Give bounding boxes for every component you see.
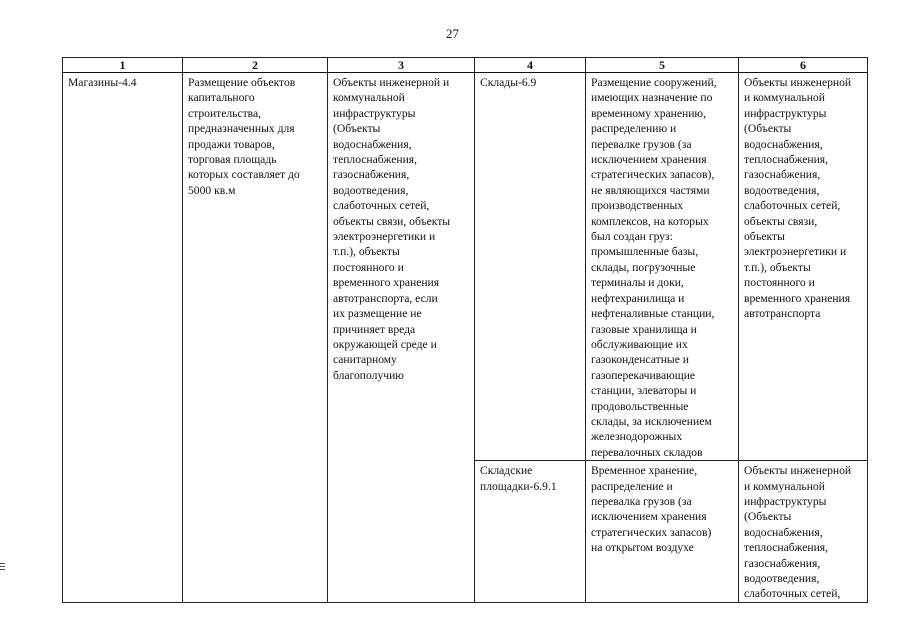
page-number: 27 [446,26,459,41]
table-row [63,73,868,461]
conditional-auxiliary-text: Объекты инженерной и коммунальной инфраструктуры (Объекты водоснабжения, теплоснабжения, газоснабжения, водоотведения, слаботочных сетей, [744,464,852,601]
zoning-table [62,57,868,603]
conditional-auxiliary-text: Объекты инженерной и коммунальной инфраструктуры (Объекты водоснабжения, теплоснабжения, газоснабжения, водоотведения, слаботочных сетей, объекты связи, объекты электроэнергетики и т.п.), объекты постоянного и временного хранения автотранспорта [744,76,852,321]
scan-margin-marks [0,563,6,572]
use-description-cell [183,73,328,603]
conditional-use-text: Склады-6.9 [480,76,537,89]
header-row [63,58,868,73]
scan-mark [0,569,5,570]
column-header-6: 6 [739,58,868,73]
conditional-auxiliary-cell [739,461,868,603]
column-header-2: 2 [183,58,328,73]
column-header-3: 3 [328,58,475,73]
column-header-4: 4 [475,58,586,73]
conditional-description-cell [586,73,739,461]
conditional-description-text: Временное хранение, распределение и перевалка грузов (за исключением хранения стратегических запасов) на открытом воздухе [591,464,712,555]
conditional-use-text: Складские площадки-6.9.1 [480,464,557,493]
auxiliary-use-text: Объекты инженерной и коммунальной инфраструктуры (Объекты водоснабжения, теплоснабжения, газоснабжения, водоотведения, слаботочных сетей, объекты связи, объекты электроэнергетики и т.п.), объекты постоянного и временного хранения автотранспорта, если их размещение не причиняет вреда окружающей среде и санитарному благополучию [333,76,451,382]
scan-mark [0,563,5,564]
use-description-text: Размещение объектов капитального строительства, предназначенных для продажи товаров, торговая площадь которых составляет до 5000 кв.м [188,76,300,197]
conditional-description-cell [586,461,739,603]
conditional-use-cell [475,73,586,461]
conditional-description-text: Размещение сооружений, имеющих назначение по временному хранению, распределению и перевалке грузов (за исключением хранения стратегических запасов), не являющихся частями производственных комплексов, на которых был создан груз: промышленные базы, склады, погрузочные терминалы и доки, нефтехранилища и нефтеналивные станции, газовые хранилища и обслуживающие их газоконденсатные и газоперекачивающие станции, элеваторы и продовольственные склады, за исключением железнодорожных перевалочных складов [591,76,717,459]
scan-mark [0,566,5,567]
auxiliary-use-cell [328,73,475,603]
conditional-use-cell [475,461,586,603]
column-header-5: 5 [586,58,739,73]
conditional-auxiliary-cell [739,73,868,461]
permitted-use-text: Магазины-4.4 [68,76,137,89]
permitted-use-cell [63,73,183,603]
column-header-1: 1 [63,58,183,73]
